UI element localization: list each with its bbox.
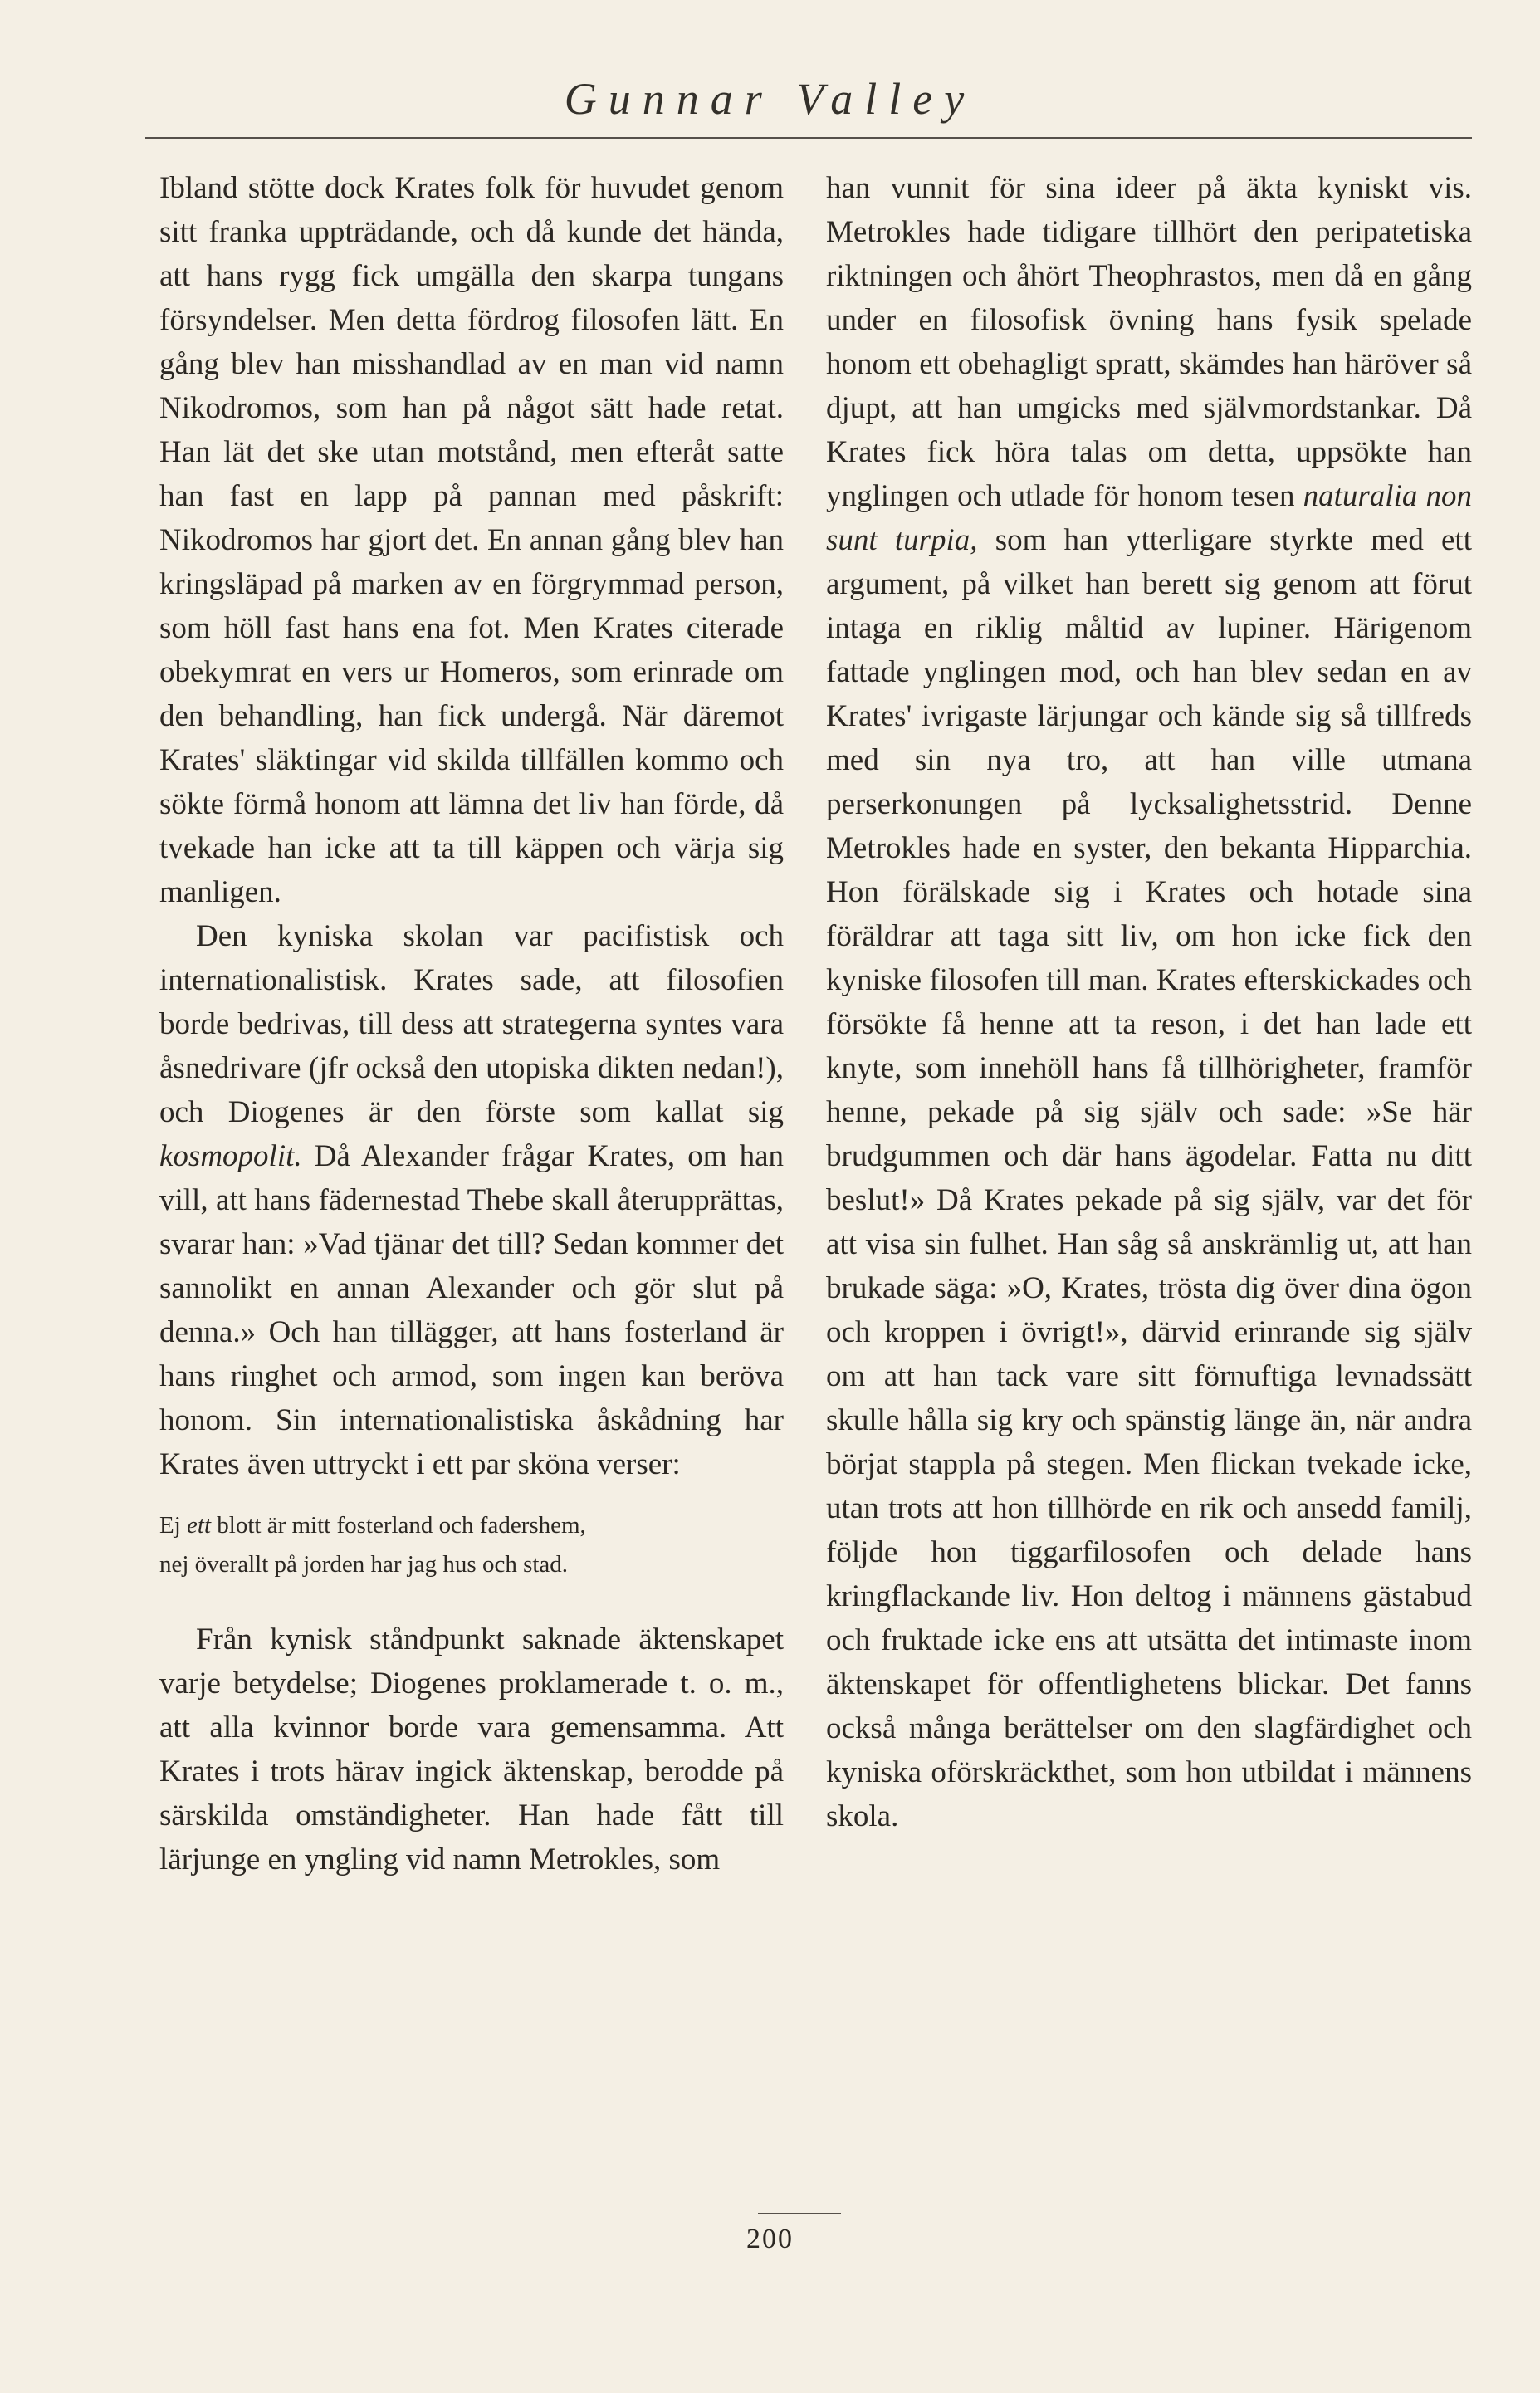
left-paragraph-2-text-a: Den kyniska skolan var pacifistisk och internationalistisk. Krates sade, att filosofien borde bedrivas, till dess att strategerna syntes vara åsnedrivare (jfr också den utopiska dikten nedan!), och Diogenes är den förste som kallat sig [159,919,784,1129]
left-paragraph-2-text-b: Då Alexander frågar Krates, om han vill, att hans fädernestad Thebe skall återupprättas, svarar han: »Vad tjänar det till? Sedan kommer det sannolikt en annan Alexander och gör slut på denna.» Och han tillägger, att hans fosterland är hans ringhet och armod, som ingen kan beröva honom. Sin internationalistiska åskådning har Krates även uttryckt i ett par sköna verser: [159,1139,784,1481]
verse-quote [159,1506,784,1584]
verse-line-1 [159,1506,784,1545]
verse-line-1-b: blott är mitt fosterland och fadershem, [211,1512,586,1539]
running-head: Gunnar Valley [564,74,976,124]
right-paragraph-1-text-b: som han ytterligare styrkte med ett argument, på vilket han berett sig genom att förut intaga en riklig måltid av lupiner. Härigenom fattade ynglingen mod, och han blev sedan en av Krates' ivrigaste lärjungar och kände sig så tillfreds med sin nya tro, att han ville utmana perserkonungen på lycksalighetsstrid. Denne Metrokles hade en syster, den bekanta Hipparchia. Hon förälskade sig i Krates och hotade sina föräldrar att taga sitt liv, om hon icke fick den kyniske filosofen till man. Krates efterskickades och försökte få henne att ta reson, i det han lade ett knyte, som innehöll hans få tillhörigheter, framför henne, pekade på sig själv och sade: »Se här brudgummen och där hans ägodelar. Fatta nu ditt beslut!» Då Krates pekade på sig själv, var det för att visa sin fulhet. Han såg så anskrämlig ut, att han brukade säga: »O, Krates, trösta dig över dina ögon och kroppen i övrigt!», därvid erinrande sig själv om att han tack vare sitt förnuftiga levnadssätt skulle hålla sig kry och spänstig länge än, när andra börjat stappla på stegen. Men flickan tvekade icke, utan trots att hon tillhörde en rik och ansedd familj, följde hon tiggarfilosofen och delade hans kringflackande liv. Hon deltog i männens gästabud och fruktade icke ens att utsätta det intimaste inom äktenskapet för offentlighetens blickar. Det fanns också många berättelser om den slagfärdighet och kyniska oförskräckthet, som hon utbildat i männens skola. [826,523,1472,1833]
right-paragraph-1 [826,166,1472,1838]
page-number-rule [758,2213,841,2214]
right-paragraph-1-text-a: han vunnit för sina ideer på äkta kyniskt vis. Metrokles hade tidigare tillhört den peripatetiska riktningen och åhört Theophrastos, men då en gång under en filosofisk övning hans fysik spelade honom ett obehagligt spratt, skämdes han häröver så djupt, att han umgicks med självmordstankar. Då Krates fick höra talas om detta, uppsökte han ynglingen och utlade för honom tesen [826,171,1472,513]
latin-phrase: naturalia non sunt turpia, [826,479,1472,557]
left-paragraph-3: Från kynisk ståndpunkt saknade äktenskapet varje betydelse; Diogenes proklamerade t. o. m., att alla kvinnor borde vara gemensamma. Att Krates i trots härav ingick äktenskap, berodde på särskilda omständigheter. Han hade fått till lärjunge en yngling vid namn Metrokles, som [159,1622,784,1877]
left-column [159,166,784,1882]
left-paragraph-1: Ibland stötte dock Krates folk för huvudet genom sitt franka uppträdande, och då kunde det hända, att hans rygg fick umgälla den skarpa tungans försyndelser. Men detta fördrog filosofen lätt. En gång blev han misshandlad av en man vid namn Nikodromos, som han på något sätt hade retat. Han lät det ske utan motstånd, men efteråt satte han fast en lapp på pannan med påskrift: Nikodromos har gjort det. En annan gång blev han kringsläpad på marken av en förgrymmad person, som höll fast hans ena fot. Men Krates citerade obekymrat en vers ur Homeros, som erinrade om den behandling, han fick undergå. När däremot Krates' släktingar vid skilda tillfällen kommo och sökte förmå honom att lämna det liv han förde, då tvekade han icke att ta till käppen och värja sig manligen. [159,171,784,909]
header-rule [145,137,1472,139]
verse-line-1-a: Ej [159,1512,188,1539]
verse-line-1-em: ett [187,1512,212,1539]
kosmopolit-term: kosmopolit. [159,1139,302,1173]
left-paragraph-2 [159,914,784,1486]
right-column [826,166,1472,1838]
verse-line-2: nej överallt på jorden har jag hus och stad. [159,1551,569,1578]
page-number: 200 [746,2224,794,2254]
